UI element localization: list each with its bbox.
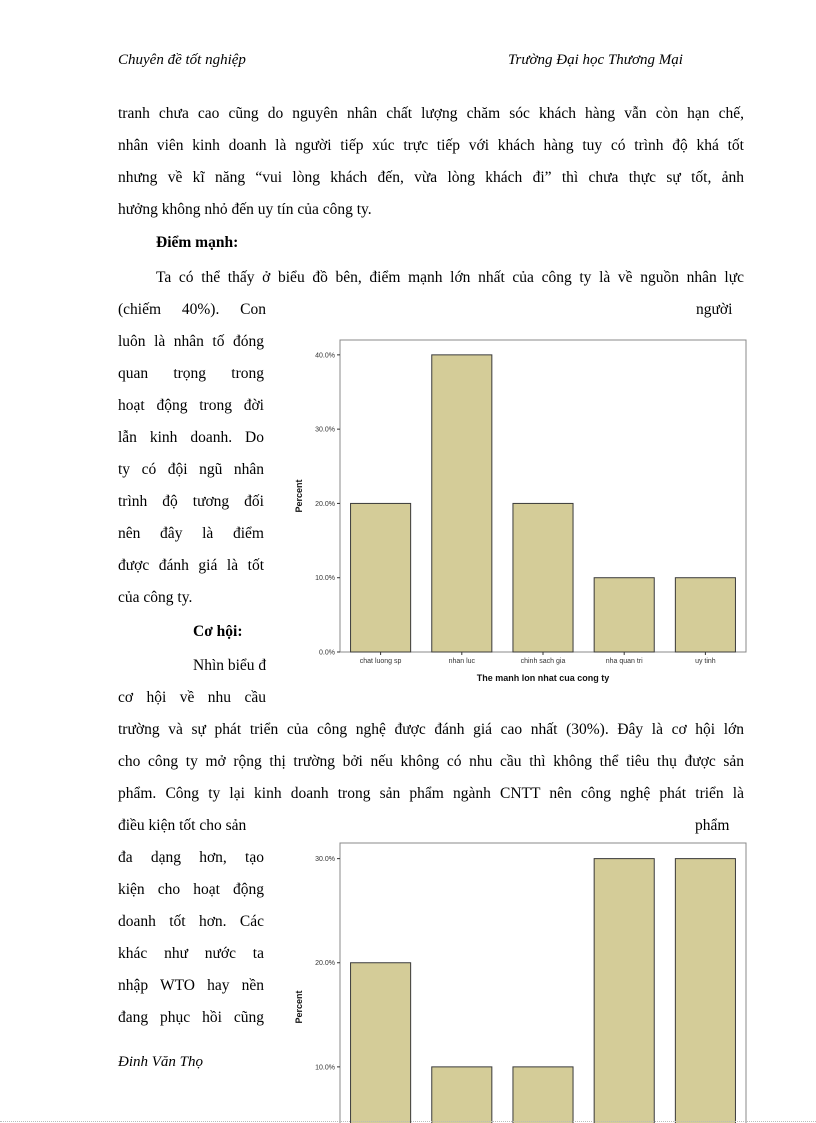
header-left: Chuyên đề tốt nghiệp: [118, 52, 246, 68]
wrap-line-left: cơ hội về nhu cầu: [118, 689, 266, 706]
paragraph-line: tranh chưa cao cũng do nguyên nhân chất lượng chăm sóc khách hàng vẫn còn hạn chế,: [118, 105, 744, 122]
bar: [432, 1067, 492, 1123]
paragraph-line: hưởng không nhỏ đến uy tín của công ty.: [118, 201, 372, 218]
y-tick-label: 10.0%: [315, 1064, 335, 1072]
wrap-line-left: ty có đội ngũ nhân: [118, 461, 264, 478]
y-tick-label: 10.0%: [315, 575, 335, 583]
y-tick-label: 30.0%: [315, 426, 335, 434]
wrap-line-left: lẫn kinh doanh. Do: [118, 429, 264, 446]
paragraph-line: nhưng về kĩ năng “vui lòng khách đến, vừa lòng khách đi” thì chưa thực sự tốt, ảnh: [118, 169, 744, 186]
chart-opportunities-svg: [270, 835, 750, 1123]
wrap-line-left: (chiếm 40%). Con: [118, 301, 266, 318]
x-tick-label: chinh sach gia: [520, 658, 566, 665]
wrap-line-left: nhập WTO hay nền: [118, 977, 264, 994]
x-tick-label: nhan luc: [448, 658, 476, 665]
wrap-line-left: được đánh giá là tốt: [118, 557, 264, 574]
x-tick-label: uy tinh: [695, 658, 716, 665]
wrap-line-left: đang phục hồi cũng: [118, 1009, 264, 1026]
x-axis-label: The manh lon nhat cua cong ty: [476, 673, 610, 683]
bar: [594, 859, 654, 1123]
wrap-line-left: Nhìn biểu đ: [193, 657, 267, 674]
y-axis-label: Percent: [294, 990, 304, 1024]
x-tick-label: nha quan tri: [605, 658, 643, 665]
y-tick-label: 0.0%: [319, 649, 335, 657]
bar: [513, 1067, 573, 1123]
y-axis-label: Percent: [294, 479, 304, 513]
paragraph-line: nhân viên kinh doanh là người tiếp xúc trực tiếp với khách hàng tuy có trình độ khá tốt: [118, 137, 744, 154]
heading-strengths: Điểm mạnh:: [156, 234, 239, 251]
wrap-line-left: doanh tốt hơn. Các: [118, 913, 264, 930]
wrap-line-left: điều kiện tốt cho sản: [118, 817, 247, 834]
page-bottom-rule: [0, 1121, 816, 1122]
wrap-line-left: quan trọng trong: [118, 365, 264, 382]
y-tick-label: 30.0%: [315, 856, 335, 864]
paragraph-line: trường và sự phát triển của công nghệ được đánh giá cao nhất (30%). Đây là cơ hội lớn: [118, 721, 744, 738]
wrap-line-left: luôn là nhân tố đóng: [118, 333, 264, 350]
header-right: Trường Đại học Thương Mại: [508, 52, 683, 68]
wrap-line-left: đa dạng hơn, tạo: [118, 849, 264, 866]
paragraph-line: Ta có thể thấy ở biểu đồ bên, điểm mạnh lớn nhất của công ty là về nguồn nhân lực: [156, 269, 744, 286]
wrap-line-right: người: [696, 301, 733, 318]
bar: [675, 578, 735, 652]
chart-strengths: [270, 330, 750, 690]
wrap-line-left: nên đây là điểm: [118, 525, 264, 542]
bar: [594, 578, 654, 652]
wrap-line-left: khác như nước ta: [118, 945, 264, 962]
bar: [351, 503, 411, 652]
bar: [513, 503, 573, 652]
y-tick-label: 20.0%: [315, 960, 335, 968]
paragraph-line: phẩm. Công ty lại kinh doanh trong sản phẩm ngành CNTT nên công nghệ phát triển là: [118, 785, 744, 802]
chart-strengths-svg: [270, 330, 750, 690]
bar: [351, 963, 411, 1123]
wrap-line-left: kiện cho hoạt động: [118, 881, 264, 898]
footer-author: Đinh Văn Thọ: [118, 1054, 204, 1070]
wrap-line-left: trình độ tương đối: [118, 493, 264, 510]
wrap-line-left: hoạt động trong đời: [118, 397, 264, 414]
chart-opportunities: [270, 835, 750, 1123]
wrap-line-right: phẩm: [695, 817, 730, 834]
y-tick-label: 20.0%: [315, 500, 335, 508]
bar: [675, 859, 735, 1123]
y-tick-label: 40.0%: [315, 352, 335, 360]
paragraph-line: cho công ty mở rộng thị trường bởi nếu không có nhu cầu thì không thể tiêu thụ được sản: [118, 753, 744, 770]
heading-opportunities: Cơ hội:: [193, 623, 243, 640]
bar: [432, 355, 492, 652]
wrap-line-left: của công ty.: [118, 589, 193, 606]
x-tick-label: chat luong sp: [359, 658, 402, 665]
